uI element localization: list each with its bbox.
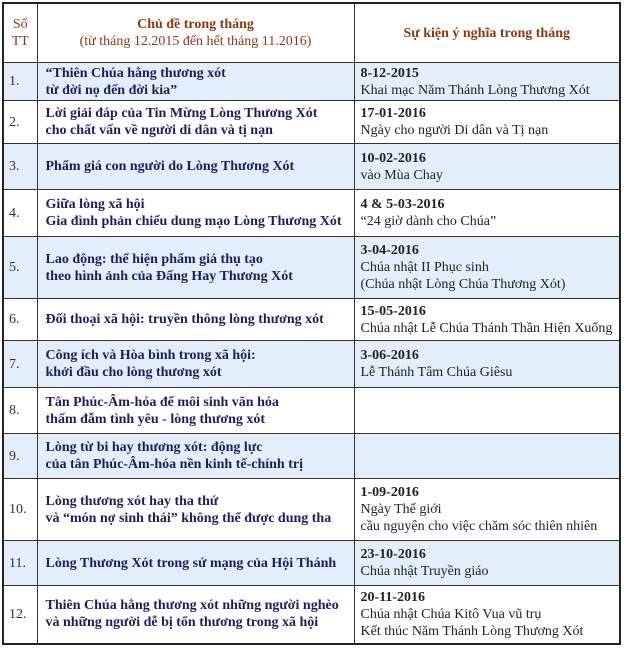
table-row [3,434,620,479]
table-row [3,101,620,144]
topic-line: Công ích và Hòa bình trong xã hội: [45,348,256,363]
event-date: 1-09-2016 [360,485,419,500]
row-topic [37,541,354,586]
row-event [354,388,620,434]
row-number: 1. [3,63,37,101]
row-topic [37,101,354,144]
event-date: 23-10-2016 [360,547,426,562]
event-date: 4 & 5-03-2016 [360,197,445,212]
row-event [354,63,620,101]
row-number: 9. [3,434,37,479]
header-no: Số TT [3,3,37,63]
row-event [354,479,620,541]
topic-line: theo hình ảnh của Đấng Hay Thương Xót [45,268,293,284]
monthly-themes-table [2,2,621,645]
event-line: Lễ Thánh Tâm Chúa Giêsu [360,365,513,380]
event-line: Chúa nhật II Phục sinh [360,260,489,275]
event-date: 3-06-2016 [360,348,419,363]
event-line: Chúa nhật Chúa Kitô Vua vũ trụ [360,606,542,622]
event-date: 20-11-2016 [360,589,426,605]
row-number: 11. [3,541,37,586]
topic-line: Tân Phúc-Âm-hóa để môi sinh văn hóa [45,394,279,410]
row-number: 2. [3,101,37,144]
topic-line: Lao động: thể hiện phẩm giá thụ tạo [45,251,263,267]
row-number: 5. [3,237,37,299]
row-topic [37,434,354,479]
header-event: Sự kiện ý nghĩa trong tháng [354,3,620,63]
topic-line: Lòng từ bi hay thương xót: động lực [45,440,263,455]
table-header [3,3,620,63]
topic-line: cho chất vấn về người di dân và tị nạn [45,123,273,138]
row-number: 8. [3,388,37,434]
row-number: 10. [3,479,37,541]
row-topic [37,586,354,644]
row-event [354,541,620,586]
row-number: 6. [3,299,37,341]
event-date: 3-04-2016 [360,243,419,258]
row-topic [37,479,354,541]
topic-line: Lòng Thương Xót trong sứ mạng của Hội Thánh [45,555,337,571]
table-row [3,63,620,101]
row-event [354,341,620,388]
table-row [3,586,620,644]
event-date: 10-02-2016 [360,150,426,166]
row-event [354,101,620,144]
event-date: 8-12-2015 [360,65,419,81]
topic-line: Đối thoại xã hội: truyền thông lòng thương xót [45,312,324,327]
row-number: 7. [3,341,37,388]
event-line: Ngày Thế giới [360,502,442,517]
event-line: Ngày cho người Di dân và Tị nạn [360,123,549,138]
row-event [354,237,620,299]
header-topic [37,3,354,63]
row-topic [37,190,354,237]
header-topic-sub: (từ tháng 12.2015 đến hết tháng 11.2016) [79,34,312,49]
event-line: Khai mạc Năm Thánh Lòng Thương Xót [360,82,590,98]
topic-line: và những người dễ bị tổn thương trong xã hội [45,615,319,631]
topic-line: Thiên Chúa hằng thương xót những người nghèo [45,598,339,614]
event-line: vào Mùa Chay [360,167,443,183]
event-line: (Chúa nhật Lòng Chúa Thương Xót) [360,277,566,292]
topic-line: từ đời nọ đến đời kia” [45,82,178,98]
row-event [354,434,620,479]
topic-line: Lời giải đáp của Tin Mừng Lòng Thương Xót [45,106,318,121]
topic-line: Giữa lòng xã hội [45,197,145,212]
table-row [3,541,620,586]
row-topic [37,144,354,190]
table-row [3,299,620,341]
topic-line: Phẩm giá con người do Lòng Thương Xót [45,159,295,174]
topic-line: và “món nợ sinh thái” không thể được dung tha [45,510,332,526]
row-number: 3. [3,144,37,190]
header-topic-title: Chủ đề trong tháng [137,17,254,32]
table-row [3,190,620,237]
row-number: 4. [3,190,37,237]
event-line: Kết thúc Năm Thánh Lòng Thương Xót [360,623,584,639]
table-row [3,237,620,299]
topic-line: Gia đình phản chiếu dung mạo Lòng Thương Xót [45,214,342,229]
table-row [3,479,620,541]
row-event [354,190,620,237]
row-topic [37,237,354,299]
table-row [3,341,620,388]
event-line: Chúa nhật Truyền giáo [360,564,489,579]
row-event [354,586,620,644]
table-row [3,388,620,434]
row-topic [37,299,354,341]
topic-line: khởi đầu cho lòng thương xót [45,365,222,380]
topic-line: của tân Phúc-Âm-hóa nền kinh tế-chính trị [45,457,303,472]
event-line: Chúa nhật Lễ Chúa Thánh Thần Hiện Xuống [360,320,613,336]
row-topic [37,63,354,101]
row-event [354,144,620,190]
row-topic [37,341,354,388]
topic-line: thấm đẫm tình yêu - lòng thương xót [45,411,266,427]
topic-line: Lòng thương xót hay tha thứ [45,493,219,509]
row-topic [37,388,354,434]
event-date: 15-05-2016 [360,303,426,319]
event-date: 17-01-2016 [360,106,426,121]
event-line: cầu nguyện cho việc chăm sóc thiên nhiên [360,519,598,534]
table-row [3,144,620,190]
topic-line: “Thiên Chúa hằng thương xót [45,65,226,81]
row-number: 12. [3,586,37,644]
event-line: “24 giờ dành cho Chúa” [360,214,497,229]
row-event [354,299,620,341]
